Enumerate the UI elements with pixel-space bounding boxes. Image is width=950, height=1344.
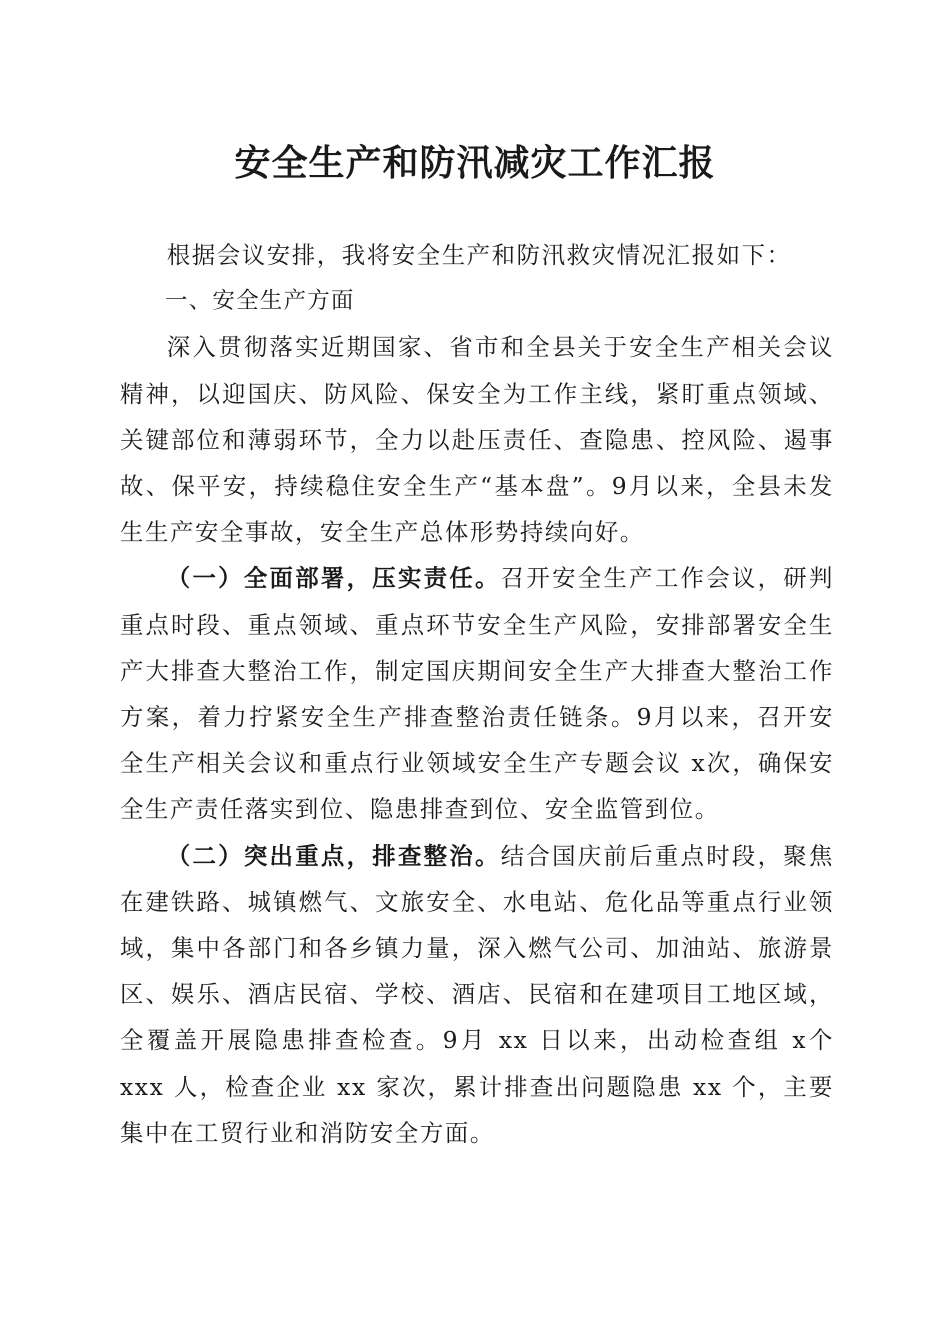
- subsection-2-text: 结合国庆前后重点时段，聚焦在建铁路、城镇燃气、文旅安全、水电站、危化品等重点行业领域，集中各部门和各乡镇力量，深入燃气公司、加油站、旅游景区、娱乐、酒店民宿、学校、酒店、民宿和在建项目工地区域，全覆盖开展隐患排查检查。9月 xx 日以来，出动检查组 x个 xxx 人，检查企业 xx 家次，累计排查出问题隐患 xx 个，主要集中在工贸行业和消防安全方面。: [120, 841, 834, 1147]
- section-paragraph: 深入贯彻落实近期国家、省市和全县关于安全生产相关会议精神，以迎国庆、防风险、保安全为工作主线，紧盯重点领域、关键部位和薄弱环节，全力以赴压责任、查隐患、控风险、遏事故、保平安，持续稳住安全生产“基本盘”。9月以来，全县未发生生产安全事故，安全生产总体形势持续向好。: [120, 333, 834, 547]
- subsection-1-paragraph: [120, 555, 834, 832]
- intro-paragraph: 根据会议安排，我将安全生产和防汛救灾情况汇报如下：: [166, 241, 792, 269]
- section-heading: 一、安全生产方面: [165, 288, 355, 315]
- subsection-1-heading: （一）全面部署，压实责任。: [166, 564, 501, 593]
- subsection-2-heading: （二）突出重点，排查整治。: [166, 841, 501, 870]
- subsection-1-text: 召开安全生产工作会议，研判重点时段、重点领域、重点环节安全生产风险，安排部署安全生产大排查大整治工作，制定国庆期间安全生产大排查大整治工作方案，着力拧紧安全生产排查整治责任链条。9月以来，召开安全生产相关会议和重点行业领域安全生产专题会议 x次，确保安全生产责任落实到位、隐患排查到位、安全监管到位。: [120, 564, 834, 824]
- document-body: [120, 232, 834, 1156]
- subsection-2-paragraph: [120, 833, 834, 1156]
- document-title: 安全生产和防汛减灾工作汇报: [234, 142, 716, 184]
